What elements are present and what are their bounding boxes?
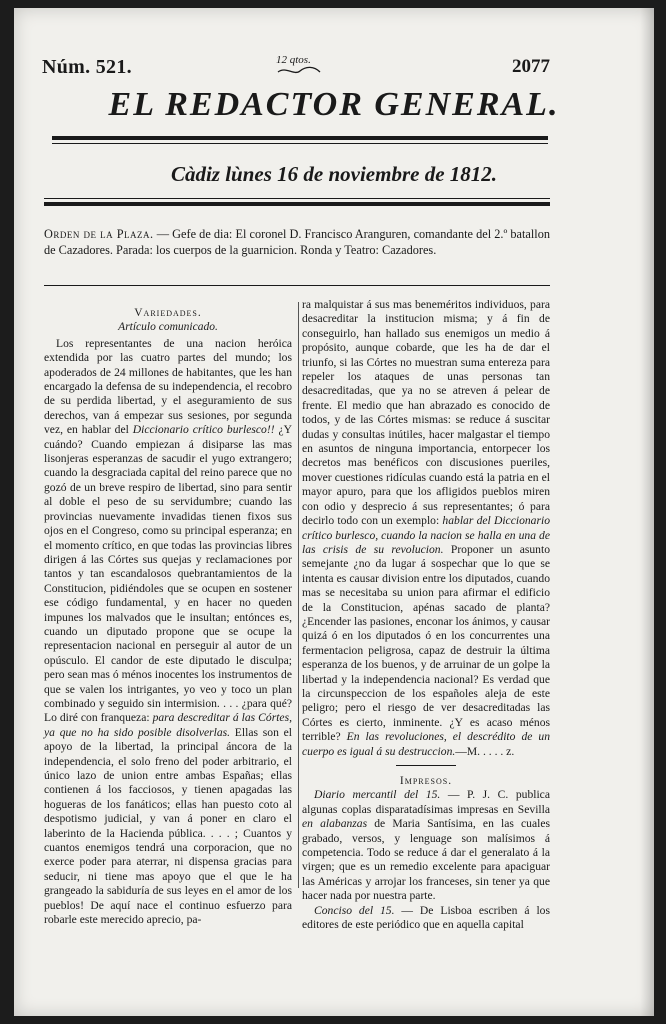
column-divider: [298, 302, 299, 888]
impresos-italic: Diario mercantil del 15.: [314, 788, 441, 802]
newspaper-page: [14, 8, 654, 1016]
article-italic: para descreditar á las Córtes, ya que no ha sido posible disolverlas.: [44, 711, 292, 739]
dateline-rule-thick: [44, 202, 550, 206]
article-paragraph: [44, 337, 292, 928]
page-number: 2077: [512, 56, 550, 77]
impresos-italic: Conciso del 15.: [314, 903, 395, 917]
masthead-title: EL REDACTOR GENERAL.: [108, 86, 560, 123]
articulo-subtitle: Artículo comunicado.: [118, 321, 218, 334]
article-text: Proponer un asunto semejante ¿no da lugar á sospechar que lo que se intenta es causar division entre los diputados, cuando mas se necesitaba su union para afirmar el edificio de la Constitucion, apénas sacado de planta? ¿Encender las pasiones, enconar los ánimos, y causar quizá ó en los diputados ó en los concurrentes una fermentacion peligrosa, capaz de destruir la última esperanza de los buenos, y de arruinar de un golpe la libertad y la independencia nacional? Es verdad que la circunspeccion de los españoles aleja de este peligro; pero el riesgo de ver desacreditadas las Córtes es cierto, inminente. ¿Y es acaso ménos terrible?: [302, 542, 550, 744]
dateline-rule-thin: [44, 198, 550, 199]
impresos-text: de Maria Santísima, en las cuales grabado, versos, y lenguage son malísimos á competencia. Todo se reduce á dar el generalato á la virgen; que es un remedio excelente para apaciguar las Américas y arrojar los franceses, sin tener ya que hacer nada por nuestra parte.: [302, 817, 550, 903]
dateline: Càdiz lùnes 16 de noviembre de 1812.: [170, 162, 498, 186]
article-signature: —M. . . . . z.: [455, 744, 515, 758]
impresos-paragraph: [302, 788, 550, 903]
column-left: [44, 306, 292, 927]
orden-de-la-plaza: [44, 226, 550, 258]
masthead-rule-thick: [52, 136, 548, 140]
article-italic: En las revoluciones, el descrédito de un cuerpo es igual á su destruccion.: [302, 730, 550, 758]
impresos-text: — P. J. C. publica algunas coplas disparatadísimas impresas en Sevilla: [302, 788, 550, 816]
article-text: ra malquistar á sus mas beneméritos individuos, para desacreditar la institucion misma; y á fin de conseguirlo, han hallado sus enemigos un medio á propósito, aunque cobarde, que les ha de dar el triunfo, si las Córtes no muestran suma entereza para repeler los ataques de unas personas tan desacreditadas, que ya no se atreven á pelear de frente. El medio que han abrazado es conocido de todos, y de las Córtes mismas: se reduce á suscitar dudas y consultas inútiles, hacer malgastar el tiempo en asuntos de ninguna importancia, entorpecer los decretos mas benéficos con discusiones pueriles, mover cuestiones ridículas cuando está la patria en el mayor apuro, para que los afligidos pueblos miren con odio y desprecio á sus representantes; ó para decirlo todo con un exemplo:: [302, 298, 550, 528]
article-text: Ellas son el apoyo de la libertad, la principal áncora de la independencia, el solo freno del poder arbitrario, el único lazo de union entre ambas Españas; ellas contienen á los facciosos, y tienen apagadas las hogueras de los fanáticos; ellas han puesto coto al despotismo judicial, y van á poner en claro el laberinto de la Hacienda pública. . . . ; Cuantos y cuantos enemigos tendrá una corporacion, que no exerce poder para aterrar, ni dispensa gracias para seducir, ni tiene mas apoyo que el que le ha grangeado la sabiduría de sus leyes en el amor de los pueblos! De aquí nace el continuo esfuerzo para robarle este merecido aprecio, pa-: [44, 725, 292, 927]
impresos-paragraph: [302, 904, 550, 933]
article-continuation: [302, 298, 550, 759]
section-rule: [44, 285, 550, 286]
price: 12 qtos.: [276, 54, 311, 66]
issue-number: Núm. 521.: [42, 56, 132, 78]
masthead-rule-thin: [52, 143, 548, 144]
article-text: ¿Y cuándo? Cuando empiezan á disiparse las mas lisonjeras esperanzas de sacudir el yugo extrangero; cuando la desgraciada capital del reino parece que no gozó de un breve respiro de libertad, sino para sentir al doble el peso de su servidumbre; cuando las provincias nuevamente invadidas tienen fixos sus ojos en el Congreso, como su principal esperanza; en el momento crítico, en que todas las provincias libres dirigen á las Córtes sus quejas y reclamaciones por tantos y tan escandalosos quebrantamientos de la Constitucion, pidiéndoles que se ocupen en sostener ese código fundamental, y en hacer no queden impunes los malvados que le insultan; entónces es, cuando un diputado propone que se ocupe la representacion nacional en perseguir al autor de un opúsculo. El candor de este diputado le disculpa; pero sean mas ó ménos inocentes los instrumentos de que se valen los intrigantes, yo veo y toco un plan combinado y seguido sin intermision. . . . ¿para qué? Lo diré con franqueza:: [44, 423, 293, 725]
orden-label: Orden de la Plaza.: [44, 227, 154, 241]
impresos-text: — De Lisboa escriben á los editores de este periódico que en aquella capital: [302, 903, 550, 932]
impresos-rule: [396, 765, 456, 766]
article-italic: hablar del Diccionario crítico burlesco, cuando la nacion se halla en una de las crisis de su revolucion.: [302, 514, 550, 556]
impresos-italic: en alabanzas: [302, 817, 368, 831]
impresos-heading: Impresos.: [399, 775, 453, 787]
article-italic: Diccionario crítico burlesco!!: [132, 423, 275, 437]
flourish-icon: [276, 64, 322, 78]
article-text: Los representantes de una nacion heróica extendida por las cuatro partes del mundo; los apoderados de 24 millones de habitantes, que les han encargado la defensa de su independencia, el recobro de su perdida libertad, y el aseguramiento de sus derechos, van á empezar sus sesiones, por segunda vez, en hablar del: [44, 336, 292, 437]
column-right: [302, 298, 550, 932]
variedades-heading: Variedades.: [134, 307, 202, 319]
orden-text: — Gefe de dia: El coronel D. Francisco Aranguren, comandante del 2.º batallon de Cazadores. Parada: los cuerpos de la guarnicion. Ronda y Teatro: Cazadores.: [44, 227, 550, 257]
